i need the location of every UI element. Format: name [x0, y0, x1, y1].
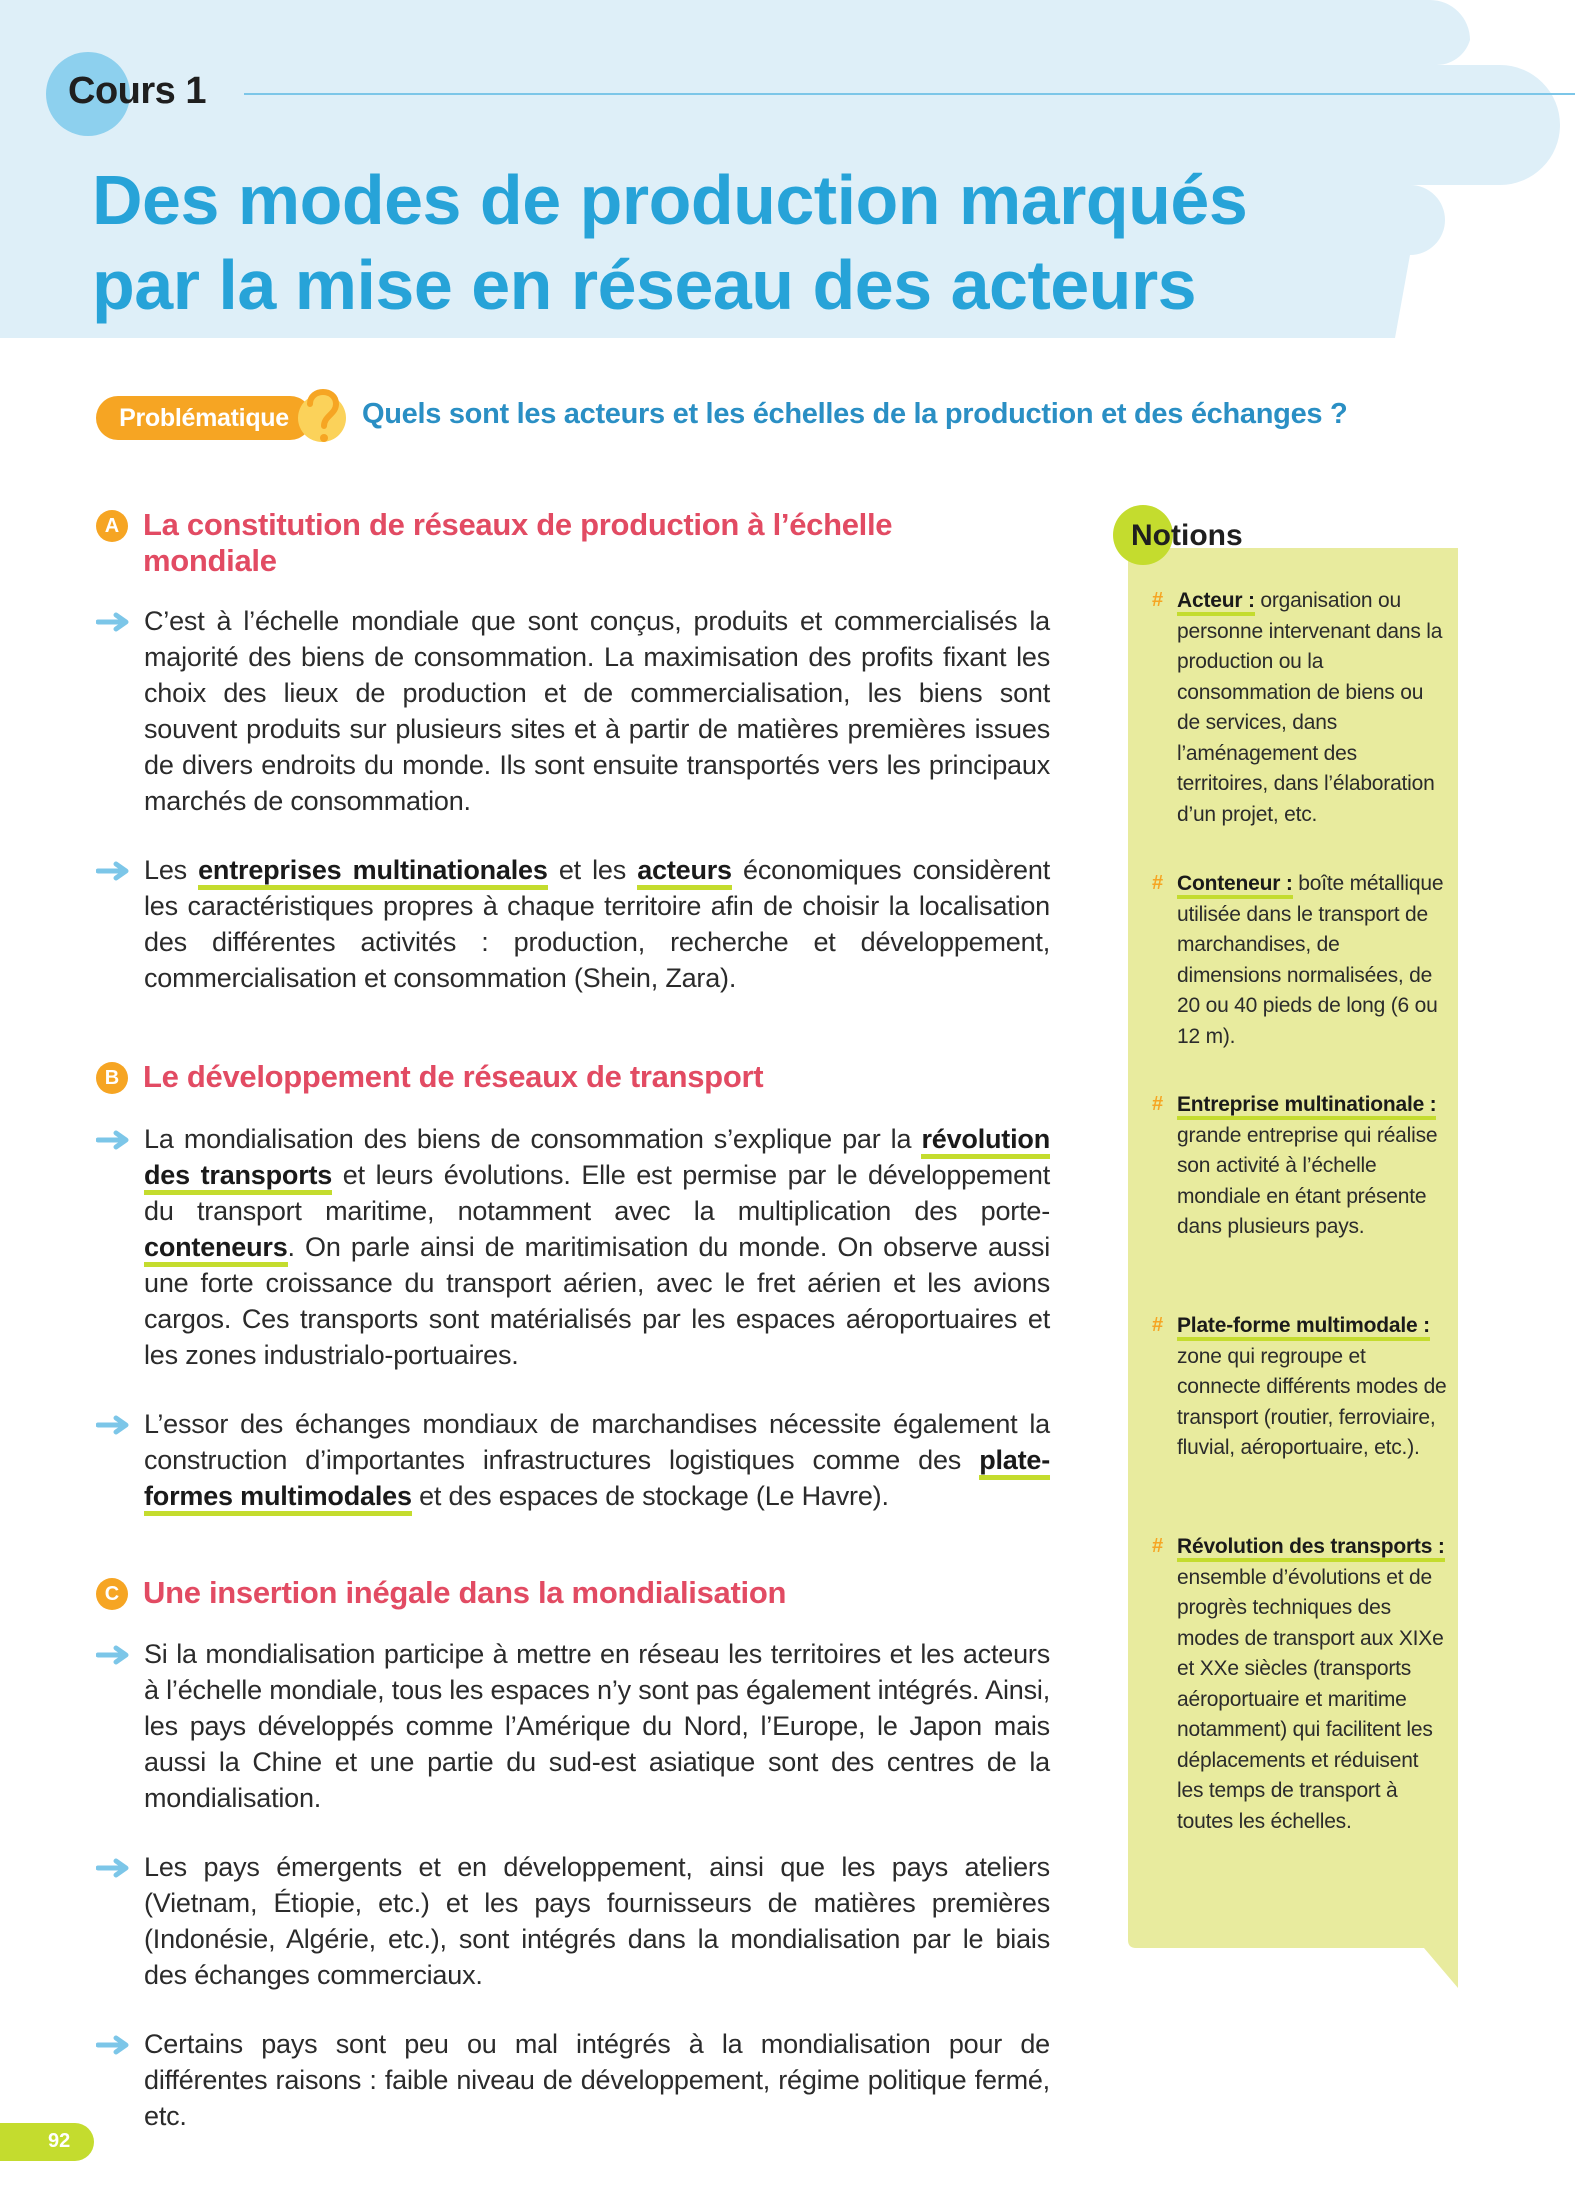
section-b-title: [143, 1059, 1023, 1095]
hash-icon: #: [1152, 589, 1164, 611]
arrow-icon: [96, 861, 130, 881]
section-a-title: [143, 507, 1023, 579]
section-c-title: [143, 1575, 1023, 1611]
notion-definition: organisation ou personne intervenant dans la production ou la consommation de biens ou de services, dans l’aménagement des territoires, dans l’élaboration d’un projet, etc.: [1177, 589, 1443, 826]
section-a-paragraph-2: [144, 852, 1050, 996]
notion-term: Acteur :: [1177, 589, 1255, 616]
notion-definition: ensemble d’évolutions et de progrès techniques des modes de transport aux XIXe et XXe siècles (transports aéroportuaire et maritime notamment) qui facilitent les déplacements et réduisent les temps de transport à toutes les échelles.: [1177, 1565, 1444, 1833]
keyword-acteurs: acteurs: [637, 855, 732, 890]
notion-plate-forme-multimodale: [1177, 1311, 1449, 1464]
hash-icon: #: [1152, 1535, 1164, 1557]
section-c-paragraph-3: Certains pays sont peu ou mal intégrés à la mondialisation pour de différentes raisons : faible niveau de développement, régime politique fermé, etc.: [144, 2029, 1050, 2131]
problematique-badge: Problématique: [96, 396, 312, 440]
notion-definition: boîte métallique utilisée dans le transport de marchandises, de dimensions normalisées, de 20 ou 40 pieds de long (6 ou 12 m).: [1177, 872, 1444, 1048]
section-a-badge: A: [96, 510, 128, 542]
notion-acteur: [1177, 586, 1449, 830]
section-a-title-line-1: La constitution de réseaux de production à l’échelle: [143, 507, 893, 542]
arrow-icon: [96, 1858, 130, 1878]
problematique-question: Quels sont les acteurs et les échelles de la production et des échanges ?: [362, 398, 1348, 430]
text-run: économiques considèrent les caractéristiques propres à chaque territoire afin de choisir la localisation des différentes activités : production, recherche et développement, commercialisation et consommation (Shein, Zara).: [144, 855, 1050, 993]
keyword-conteneurs: conteneurs: [144, 1232, 288, 1267]
page-number: 92: [48, 2130, 71, 2152]
page-number-tab: [0, 2123, 94, 2161]
text-run: Les: [144, 855, 199, 885]
section-b-paragraph-1: [144, 1121, 1050, 1373]
question-mark-icon: [296, 380, 348, 452]
notion-revolution-des-transports: [1177, 1532, 1449, 1837]
text-run: et les: [547, 855, 638, 885]
text-run: L’essor des échanges mondiaux de marchandises nécessite également la construction d’importantes infrastructures logistiques comme des: [144, 1409, 1050, 1475]
notion-term: Conteneur :: [1177, 872, 1293, 899]
arrow-icon: [96, 1645, 130, 1665]
cours-label: Cours 1: [68, 70, 206, 112]
section-c-badge: C: [96, 1578, 128, 1610]
notion-definition: zone qui regroupe et connecte différents modes de transport (routier, ferroviaire, fluvial, aéroportuaire, etc.).: [1177, 1344, 1447, 1459]
text-run: La mondialisation des biens de consommation s’explique par la: [144, 1124, 922, 1154]
page-title: [92, 158, 1392, 328]
hash-icon: #: [1152, 872, 1164, 894]
keyword-entreprises-multinationales: entreprises multinationales: [198, 855, 548, 890]
notion-definition: grande entreprise qui réalise son activité à l’échelle mondiale en étant présente dans plusieurs pays.: [1177, 1123, 1438, 1238]
notions-title: Notions: [1131, 519, 1243, 552]
notion-entreprise-multinationale: [1177, 1090, 1449, 1243]
section-c-title-line-1: Une insertion inégale dans la mondialisation: [143, 1575, 787, 1610]
text-run: et leurs évolutions. Elle est permise par le développement du transport maritime, notamment avec la multiplication des porte-: [144, 1160, 1051, 1226]
page-title-line-2: par la mise en réseau des acteurs: [92, 246, 1197, 324]
notion-term: Révolution des transports :: [1177, 1535, 1445, 1562]
arrow-icon: [96, 2035, 130, 2055]
section-a-title-line-2: mondiale: [143, 543, 277, 578]
section-b-paragraph-2: [144, 1406, 1050, 1514]
keyword-plate-formes-multimodales: plate-formes multimodales: [144, 1445, 1050, 1516]
section-c-paragraph-2: Les pays émergents et en développement, ainsi que les pays ateliers (Vietnam, Étiopie, etc.) et les pays fournisseurs de matières premières (Indonésie, Algérie, etc.), sont intégrés dans la mondialisation par le biais des échanges commerciaux.: [144, 1852, 1050, 1990]
text-run: . On parle ainsi de maritimisation du monde. On observe aussi une forte croissance du transport aérien, avec le fret aérien et les avions cargos. Ces transports sont matérialisés par les espaces aéroportuaires et les zones industrialo-portuaires.: [144, 1232, 1050, 1370]
notion-term: Plate-forme multimodale :: [1177, 1314, 1430, 1341]
arrow-icon: [96, 612, 130, 632]
keyword-revolution-des-transports: révolution des transports: [144, 1124, 1050, 1195]
notion-term: Entreprise multinationale :: [1177, 1093, 1436, 1120]
section-b-badge: B: [96, 1062, 128, 1094]
section-a-paragraph-1: C’est à l’échelle mondiale que sont conçus, produits et commercialisés la majorité des biens de consommation. La maximisation des profits fixant les choix des lieux de production et de commercialisation, les biens sont souvent produits sur plusieurs sites et à partir de matières premières issues de divers endroits du monde. Ils sont ensuite transportés vers les principaux marchés de consommation.: [144, 606, 1050, 816]
notion-conteneur: [1177, 869, 1449, 1052]
arrow-icon: [96, 1130, 130, 1150]
cours-divider-line: [244, 93, 1575, 95]
section-b-title-line-1: Le développement de réseaux de transport: [143, 1059, 764, 1094]
hash-icon: #: [1152, 1093, 1164, 1115]
text-run: et des espaces de stockage (Le Havre).: [411, 1481, 889, 1511]
section-c-paragraph-1: Si la mondialisation participe à mettre en réseau les territoires et les acteurs à l’échelle mondiale, tous les espaces n’y sont pas également intégrés. Ainsi, les pays développés comme l’Amérique du Nord, l’Europe, le Japon mais aussi la Chine et une partie du sud-est asiatique sont des centres de la mondialisation.: [144, 1639, 1050, 1813]
hash-icon: #: [1152, 1314, 1164, 1336]
arrow-icon: [96, 1415, 130, 1435]
page-title-line-1: Des modes de production marqués: [92, 161, 1248, 239]
